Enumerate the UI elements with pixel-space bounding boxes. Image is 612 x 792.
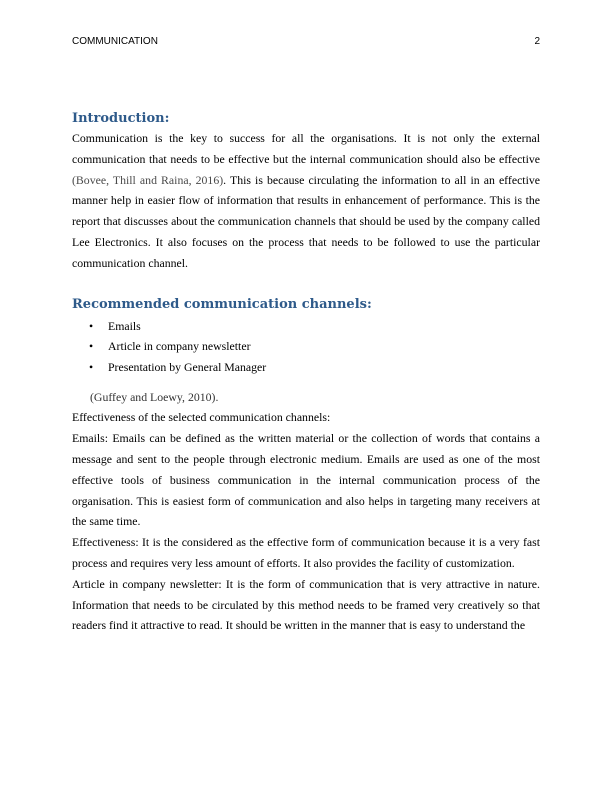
document-body bbox=[72, 110, 540, 636]
channels-citation: (Guffey and Loewy, 2010). bbox=[90, 390, 219, 405]
list-item: • Article in company newsletter bbox=[72, 336, 540, 357]
bullet-icon: • bbox=[89, 318, 94, 333]
intro-citation: (Bovee, Thill and Raina, 2016) bbox=[72, 172, 224, 187]
list-item: • Emails bbox=[72, 316, 540, 337]
page-header bbox=[72, 36, 540, 47]
intro-text-1: Communication is the key to success for all the organisations. It is not only the external communication that needs to be effective but the internal communication should also be effective bbox=[72, 131, 540, 166]
intro-heading: Introduction: bbox=[72, 111, 170, 126]
article-paragraph: Article in company newsletter: It is the form of communication that is very attractive in nature. Information that needs to be circulated by this method needs to be framed very creatively so that readers find it attractive to read. It should be written in the manner that is easy to understand the bbox=[72, 576, 540, 633]
channels-heading: Recommended communication channels: bbox=[72, 296, 372, 312]
intro-paragraph bbox=[72, 128, 540, 274]
emails-paragraph: Emails: Emails can be defined as the written material or the collection of words that contains a message and sent to the people through electronic medium. Emails are used as one of the most effective tools of business communication in the internal communication process of the organisation. This is easiest form of communication and also helps in targeting many receivers at the same time. bbox=[72, 431, 540, 529]
header-title: COMMUNICATION bbox=[72, 36, 158, 47]
intro-text-2: . This is because circulating the information to all in an effective manner help in easier flow of information that results in enhancement of performance. This is the report that discusses about the communication channels that should be used by the company called Lee Electronics. It also focuses on the process that needs to be followed to use the particular communication channel. bbox=[72, 172, 540, 270]
channels-list bbox=[72, 316, 540, 378]
effectiveness-title: Effectiveness of the selected communication channels: bbox=[72, 410, 331, 425]
page-number: 2 bbox=[534, 36, 540, 47]
effectiveness-paragraph: Effectiveness: It is the considered as the effective form of communication because it is a very fast process and requires very less amount of efforts. It also provides the facility of customization. bbox=[72, 535, 540, 570]
bullet-icon: • bbox=[89, 339, 94, 354]
list-item: • Presentation by General Manager bbox=[72, 357, 540, 378]
bullet-icon: • bbox=[89, 359, 94, 374]
